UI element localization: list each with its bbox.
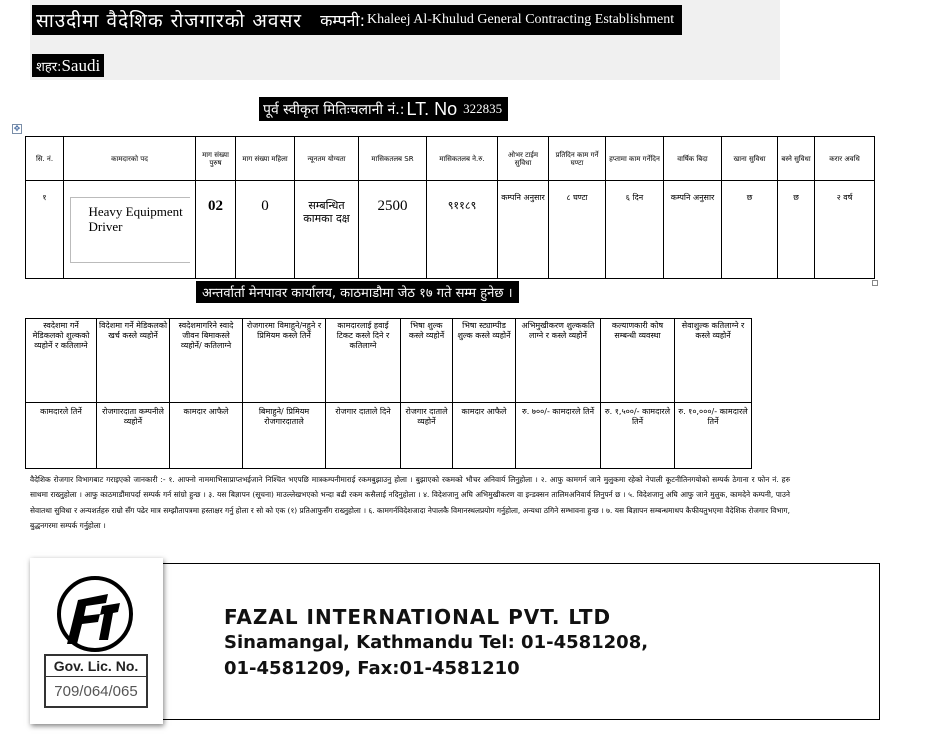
male-demand: 02 — [196, 181, 236, 279]
female-demand: 0 — [236, 181, 295, 279]
value-cell: रु. ७००/- कामदारले तिर्ने — [516, 403, 601, 469]
company-info — [224, 604, 648, 682]
company-label: कम्पनी: — [320, 11, 365, 30]
table-row — [26, 403, 752, 469]
post-name: Heavy Equipment Driver — [70, 197, 190, 263]
table-move-handle-icon[interactable]: ✥ — [13, 124, 21, 133]
header-cell: मासिकतलब ने.रु. — [427, 137, 498, 181]
accommodation: छ — [778, 181, 815, 279]
license-number: 709/064/065 — [54, 683, 138, 700]
header-cell: न्यूनतम योग्यता — [295, 137, 359, 181]
salary-sr: 2500 — [359, 181, 427, 279]
company-logo-card — [30, 558, 163, 724]
cost-table-header-row — [26, 319, 752, 403]
approval-label: पूर्व स्वीकृत मितिःचलानी नं.: — [263, 101, 405, 118]
city-value: Saudi — [61, 55, 101, 75]
serial-number: १ — [26, 181, 64, 279]
city-bar — [32, 54, 104, 77]
job-table-header-row — [26, 137, 875, 181]
salary-npr: ९११८९ — [427, 181, 498, 279]
table-resize-handle[interactable] — [872, 280, 878, 286]
header-cell: कामदारलाई हवाई टिकट कस्ले दिने र कतिलाग्ने — [326, 319, 401, 403]
table-row — [26, 181, 875, 279]
license-label: Gov. Lic. No. — [46, 656, 146, 677]
post-cell — [64, 181, 196, 279]
header-cell: सि. नं. — [26, 137, 64, 181]
value-cell: रोजगारदाता कम्पनीले व्यहोर्ने — [97, 403, 170, 469]
header-cell: स्वदेशमा गर्ने मेडिकलको शुल्कको व्यहोर्ने र कतिलाग्ने — [26, 319, 97, 403]
header-cell: विदेशमा गर्ने मेडिकलको खर्च कस्ले व्यहोर्ने — [97, 319, 170, 403]
value-cell: कामदार आफैले — [170, 403, 243, 469]
header-cell: करार अवधि — [815, 137, 875, 181]
value-cell: कामदारले तिर्ने — [26, 403, 97, 469]
lt-number: 322835 — [463, 101, 503, 116]
header-cell: खाना सुविधा — [722, 137, 778, 181]
header-cell: बस्ने सुविधा — [778, 137, 815, 181]
header-cell: अभिमुखीकरण शुल्ककति लाग्ने र कस्ले व्यहोर्ने — [516, 319, 601, 403]
header-cell: सेवाशुल्क कतिलाग्ने र कस्ले व्यहोर्ने — [675, 319, 752, 403]
header-title-bar — [32, 5, 682, 35]
header-cell: रोजगारमा विमाहुने/नहुने र प्रिमियम कस्ले तिर्ने — [243, 319, 326, 403]
header-cell: माग संख्या पुरुष — [196, 137, 236, 181]
header-cell: हप्तामा काम गर्नेदिन — [606, 137, 664, 181]
city-label: शहर: — [36, 59, 62, 75]
food-facility: छ — [722, 181, 778, 279]
header-cell: कल्याणकारी कोष सम्बन्धी व्यवस्था — [601, 319, 675, 403]
interview-notice: अन्तर्वार्ता मेनपावर कार्यालय, काठमाडौमा जेठ १७ गते सम्म हुनेछ । — [196, 281, 519, 303]
work-days: ६ दिन — [606, 181, 664, 279]
value-cell: रु. १०,०००/- कामदारले तिर्ने — [675, 403, 752, 469]
annual-leave: कम्पनि अनुसार — [664, 181, 722, 279]
header-cell: माग संख्या महिला — [236, 137, 295, 181]
company-logo-icon — [50, 572, 140, 662]
header-cell: प्रतिदिन काम गर्ने घण्टा — [549, 137, 606, 181]
value-cell: रोजगार दाताले व्यहोर्ने — [401, 403, 453, 469]
value-cell: कामदार आफैले — [453, 403, 516, 469]
work-hours: ८ घण्टा — [549, 181, 606, 279]
header-cell: भिषा स्ट्याम्पीड शुल्क कस्ले व्यहोर्ने — [453, 319, 516, 403]
company-address-line1: Sinamangal, Kathmandu Tel: 01-4581208, — [224, 632, 649, 653]
header-cell: स्वदेशमागरिने स्वादे जीवन बिमाकस्ले व्यहोर्ने/ कतिलाग्ने — [170, 319, 243, 403]
company-address-line2: 01-4581209, Fax:01-4581210 — [224, 658, 520, 679]
contract-period: २ वर्ष — [815, 181, 875, 279]
header-cell: वार्षिक बिदा — [664, 137, 722, 181]
notice-paragraph: वैदेशिक रोजगार विभागबाट गराइएको जानकारी :- १. आफ्नो नाममाभिसाप्राप्तभईजाने निश्चित भएपछि मात्रकम्पनीमाराई रकमबुझाउनु होला । बुझाएको रकमको भौचर अनिवार्य लिनुहोला । २. आफु कामगर्न जाने मुलुकमा रहेको नेपाली कूटनीतिनगयोको सम्पर्क ठेगाना र फोन नं. हरु साथमा राख्नुहोला । आफु काठमाडौंमापर्दा सम्पर्क गर्न सांग्रो हुन्छ । ३. यस बिज्ञापन (सूचना) माउल्लेखभएको भन्दा बढी रकम कसैलाई नदिनुहोला । ४. विदेशजानु अघि अभिमुखीकरण वा इन्डक्सन तालिमअनिवार्य लिनुपर्न छ । ५. विदेशजानु अघि आफु जाने मुलुक, कामदेने कम्पनी, पाउने सेवातथा सुविधा र अन्यशर्तहरु राम्रो सँग पढेर मात्र सम्झौतापत्रमा हस्ताक्षर गर्नु होला र सो को एक (१) प्रतिआफुसँग राख्नुहोला । ६. कामगर्नविदेशजादा नेपालकै विमानस्थलप्रयोग गर्नुहोला, अन्यथा ठगिने सम्भावना हुन्छ । ७. यस बिज्ञापन सम्बन्धमाथप कैफीयतुभएमा वैदेशिक रोजगार विभाग, बुद्धनगरमा सम्पर्क गर्नुहोला । — [30, 475, 790, 531]
qualification: सम्बन्धित कामका दक्ष — [295, 181, 359, 279]
approval-bar — [259, 97, 508, 121]
cost-table — [25, 318, 752, 469]
value-cell: रु. १,५००/- कामदारले तिर्ने — [601, 403, 675, 469]
page-title: साउदीमा वैदेशिक रोजगारको अवसर — [36, 10, 303, 32]
company-name: Khaleej Al-Khulud General Contracting Establishment — [366, 12, 675, 27]
value-cell: रोजगार दाताले दिने — [326, 403, 401, 469]
header-cell: भिषा शुल्क कस्ले व्यहोर्ने — [401, 319, 453, 403]
job-table — [25, 136, 875, 279]
header-cell: मासिकतलब SR — [359, 137, 427, 181]
lt-label: LT. No — [406, 98, 458, 119]
company-footer-name: FAZAL INTERNATIONAL PVT. LTD — [224, 605, 612, 629]
value-cell: बिमाहुने/ प्रिमियम रोजगारदाताले — [243, 403, 326, 469]
header-cell: ओभर टाईम सुविधा — [498, 137, 549, 181]
license-box — [44, 654, 148, 708]
header-cell: कामदारको पद — [64, 137, 196, 181]
overtime: कम्पनि अनुसार — [498, 181, 549, 279]
